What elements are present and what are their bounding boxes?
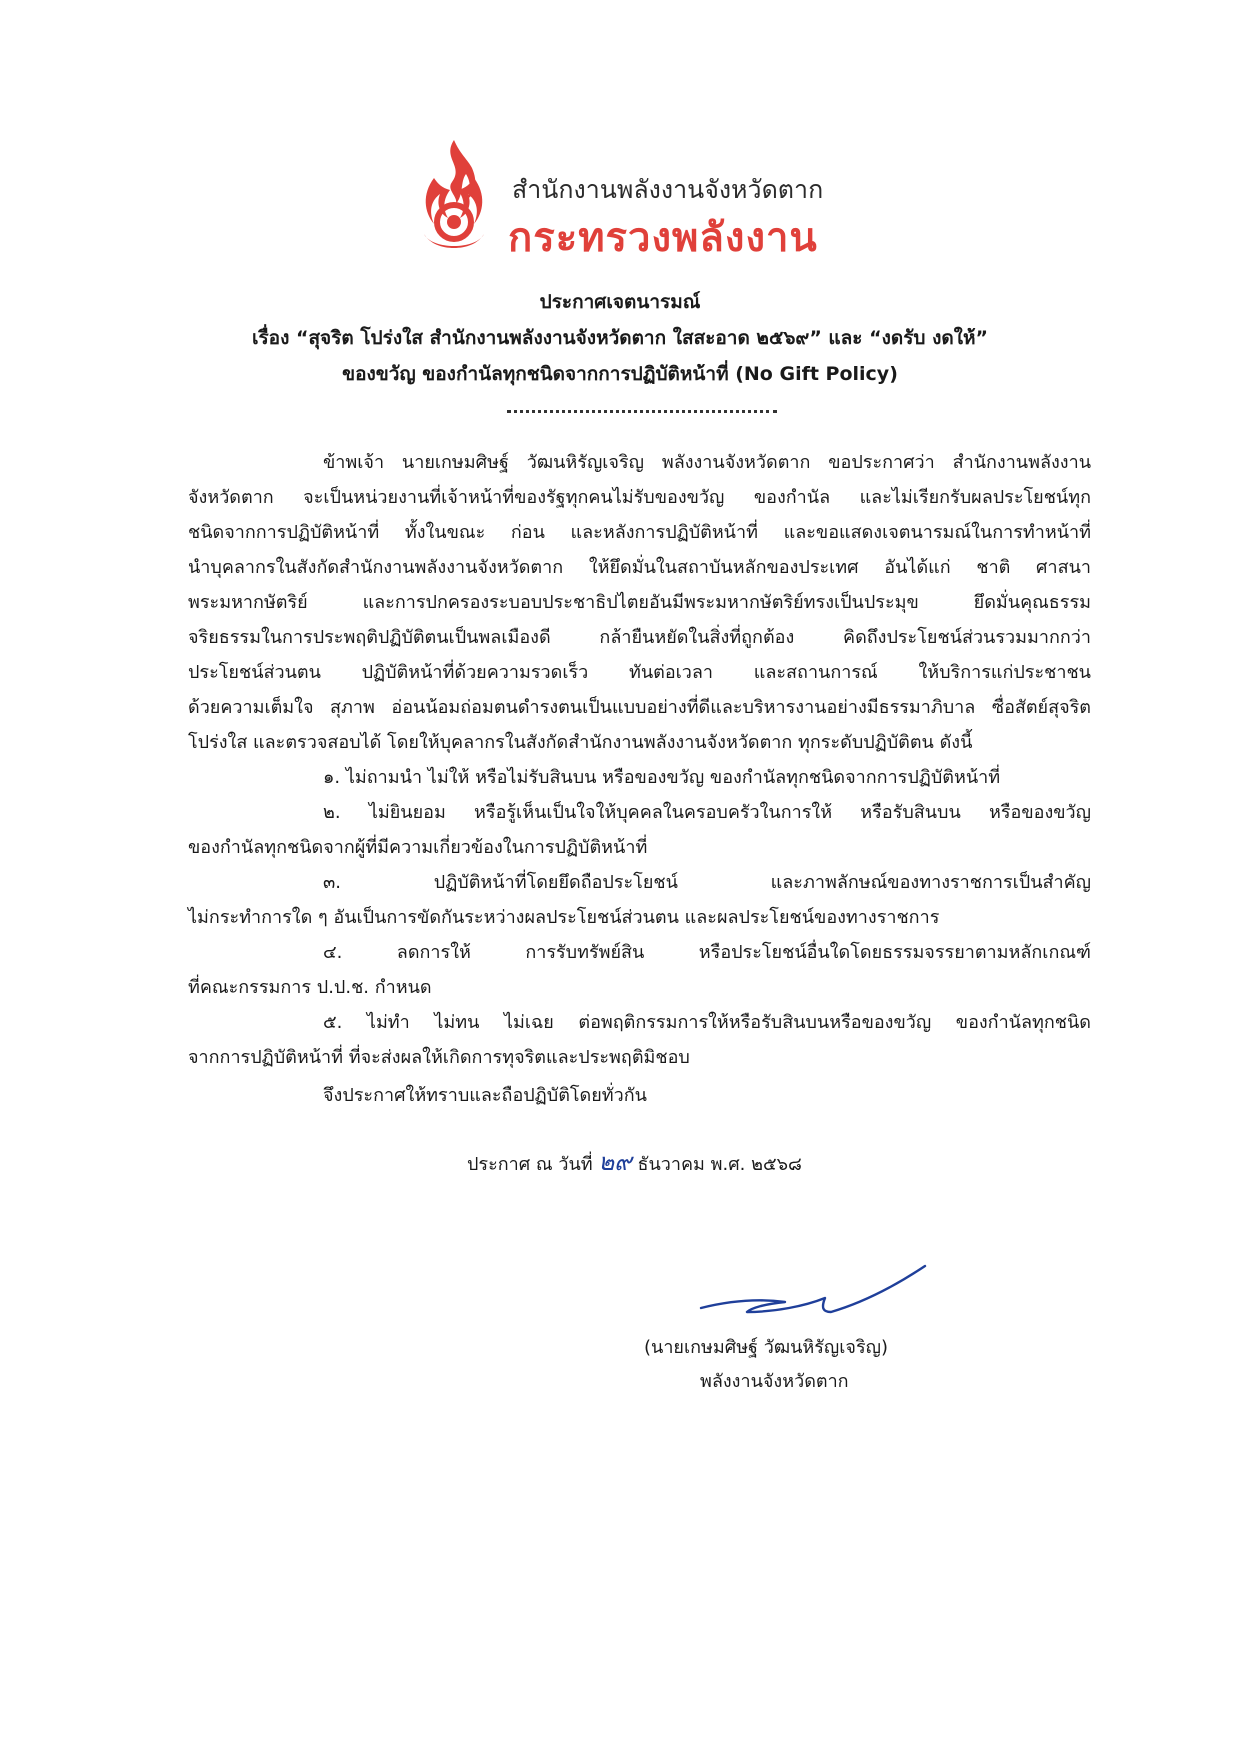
body-line: ชนิดจากการปฏิบัติหน้าที่ ทั้งในขณะ ก่อน และหลังการปฏิบัติหน้าที่ และขอแสดงเจตนารมณ์ในการทำหน้าที่ (188, 522, 1091, 543)
date-month-year: ธันวาคม พ.ศ. ๒๕๖๘ (637, 1154, 802, 1175)
body-line: จังหวัดตาก จะเป็นหน่วยงานที่เจ้าหน้าที่ของรัฐทุกคนไม่รับของขวัญ ของกำนัล และไม่เรียกรับผลประโยชน์ทุก (188, 487, 1091, 508)
list-item-5-cont: จากการปฏิบัติหน้าที่ ที่จะส่งผลให้เกิดการทุจริตและประพฤติมิชอบ (188, 1047, 690, 1068)
body-line: จริยธรรมในการประพฤติปฏิบัติตนเป็นพลเมืองดี กล้ายืนหยัดในสิ่งที่ถูกต้อง คิดถึงประโยชน์ส่วนรวมมากกว่า (188, 627, 1091, 648)
signer-name: (นายเกษมศิษฐ์ วัฒนหิรัญเจริญ) (644, 1337, 888, 1358)
body-line: โปร่งใส และตรวจสอบได้ โดยให้บุคลากรในสังกัดสำนักงานพลังงานจังหวัดตาก ทุกระดับปฏิบัติตน ดังนี้ (188, 732, 973, 753)
date-prefix: ประกาศ ณ วันที่ (467, 1154, 593, 1175)
announcement-title: ประกาศเจตนารมณ์ (539, 291, 701, 313)
announcement-date (467, 1142, 802, 1181)
list-item-1: ๑. ไม่ถามนำ ไม่ให้ หรือไม่รับสินบน หรือของขวัญ ของกำนัลทุกชนิดจากการปฏิบัติหน้าที่ (323, 767, 1001, 788)
org-name: สำนักงานพลังงานจังหวัดตาก (512, 175, 824, 204)
list-item-5: ๕. ไม่ทำ ไม่ทน ไม่เฉย ต่อพฤติกรรมการให้หรือรับสินบนหรือของขวัญ ของกำนัลทุกชนิด (323, 1012, 1091, 1033)
signer-title: พลังงานจังหวัดตาก (700, 1371, 849, 1392)
announcement-subject: เรื่อง “สุจริต โปร่งใส สำนักงานพลังงานจังหวัดตาก ใสสะอาด ๒๕๖๙” และ “งดรับ งดให้” (251, 327, 989, 349)
date-day-handwritten: ๒๙ (598, 1148, 632, 1176)
body-line: ประโยชน์ส่วนตน ปฏิบัติหน้าที่ด้วยความรวดเร็ว ทันต่อเวลา และสถานการณ์ ให้บริการแก่ประชาชน (188, 662, 1091, 683)
dotted-separator (507, 410, 777, 413)
handwritten-signature (695, 1262, 935, 1322)
list-item-4: ๔. ลดการให้ การรับทรัพย์สิน หรือประโยชน์อื่นใดโดยธรรมจรรยาตามหลักเกณฑ์ (323, 942, 1091, 963)
body-line: ข้าพเจ้า นายเกษมศิษฐ์ วัฒนหิรัญเจริญ พลังงานจังหวัดตาก ขอประกาศว่า สำนักงานพลังงาน (323, 452, 1091, 473)
body-line: นำบุคลากรในสังกัดสำนักงานพลังงานจังหวัดตาก ให้ยึดมั่นในสถาบันหลักของประเทศ อันได้แก่ ชาติ ศาสนา (188, 557, 1091, 578)
body-line: ด้วยความเต็มใจ สุภาพ อ่อนน้อมถ่อมตนดำรงตนเป็นแบบอย่างที่ดีและบริหารงานอย่างมีธรรมาภิบาล ซื่อสัตย์สุจริต (188, 697, 1091, 718)
closing-statement: จึงประกาศให้ทราบและถือปฏิบัติโดยทั่วกัน (323, 1085, 647, 1106)
list-item-3-cont: ไม่กระทำการใด ๆ อันเป็นการขัดกันระหว่างผลประโยชน์ส่วนตน และผลประโยชน์ของทางราชการ (188, 907, 940, 928)
body-line: พระมหากษัตริย์ และการปกครองระบอบประชาธิปไตยอันมีพระมหากษัตริย์ทรงเป็นประมุข ยึดมั่นคุณธรรม (188, 592, 1091, 613)
flame-emblem-icon (412, 138, 496, 256)
announcement-subject-cont: ของขวัญ ของกำนัลทุกชนิดจากการปฏิบัติหน้าที่ (No Gift Policy) (342, 363, 898, 385)
list-item-3: ๓. ปฏิบัติหน้าที่โดยยึดถือประโยชน์ และภาพลักษณ์ของทางราชการเป็นสำคัญ (323, 872, 1091, 893)
list-item-2: ๒. ไม่ยินยอม หรือรู้เห็นเป็นใจให้บุคคลในครอบครัวในการให้ หรือรับสินบน หรือของขวัญ (323, 802, 1091, 823)
ministry-name: กระทรวงพลังงาน (508, 215, 818, 261)
list-item-4-cont: ที่คณะกรรมการ ป.ป.ช. กำหนด (188, 977, 432, 998)
list-item-2-cont: ของกำนัลทุกชนิดจากผู้ที่มีความเกี่ยวข้องในการปฏิบัติหน้าที่ (188, 837, 648, 858)
